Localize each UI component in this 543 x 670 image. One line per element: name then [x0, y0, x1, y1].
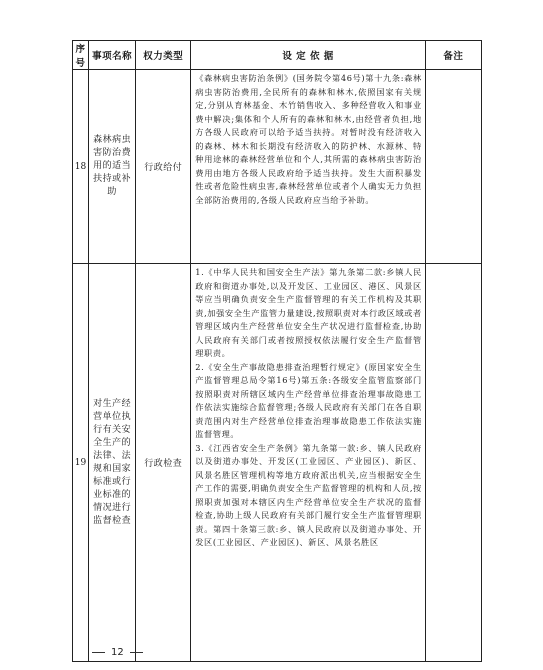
dash-left — [92, 652, 105, 653]
basis-paragraph: 《森林病虫害防治条例》(国务院令第46号)第十九条:森林病虫害防治费用,全民所有的森林和林木,依照国家有关规定,分别从育林基金、木竹销售收入、多种经营收入和事业费中解决;集体和个人所有的森林和林木,由经营者负担,地方各级人民政府可以给予适当扶持。对暂时没有经济收入的森林、林木和长期没有经济收入的防护林、水源林、特种用途林的森林经营单位和个人,其所需的森林病虫害防治费用由地方各级人民政府给予适当扶持。发生大面积暴发性或者危险性病虫害,森林经营单位或者个人确实无力负担全部防治费用的,各级人民政府应当给予补助。 — [195, 73, 422, 205]
table-row — [73, 264, 482, 662]
row-power-type: 行政给付 — [136, 70, 191, 264]
row-basis — [191, 264, 426, 662]
row-item-name: 对生产经营单位执行有关安全生产的法律、法规和国家标准或行业标准的情况进行监督检查 — [89, 264, 136, 662]
basis-paragraph: 1.《中华人民共和国安全生产法》第九条第二款:乡镇人民政府和街道办事处,以及开发区、工业园区、港区、风景区等应当明确负责安全生产监督管理的有关工作机构及其职责,加强安全生产监管力量建设,按照职责对本行政区域或者管理区域内生产经营单位安全生产状况进行监督检查,协助人民政府有关部门或者按照授权依法履行安全生产监督管理职责。 — [195, 267, 422, 358]
dash-right — [130, 652, 143, 653]
page-number — [86, 647, 149, 658]
header-note: 备注 — [425, 41, 481, 70]
row-note — [425, 264, 481, 662]
row-note — [425, 70, 481, 264]
basis-paragraph: 3.《江西省安全生产条例》第九条第一款:乡、镇人民政府以及街道办事处、开发区(工业园区、产业园区)、新区、风景名胜区管理机构等地方政府派出机关,应当根据安全生产工作的需要,明确负责安全生产监督管理的机构和人员,按照职责加强对本辖区内生产经营单位安全生产状况的监督检查,协助上级人民政府有关部门履行安全生产监督管理职责。第四十条第三款:乡、镇人民政府以及街道办事处、开发区(工业园区、产业园区)、新区、风景名胜区 — [195, 442, 422, 547]
row-no: 18 — [73, 70, 89, 264]
basis-paragraph: 2.《安全生产事故隐患排查治理暂行规定》(原国家安全生产监督管理总局令第16号)第五条:各级安全监管监察部门按照职责对所辖区域内生产经营单位排查治理事故隐患工作依法实施综合监督管理;各级人民政府有关部门在各自职责范围内对生产经营单位排查治理事故隐患工作依法实施监督管理。 — [195, 361, 422, 439]
table-header-row — [73, 41, 482, 70]
power-list-table — [72, 40, 482, 662]
header-type: 权力类型 — [136, 41, 191, 70]
header-name: 事项名称 — [89, 41, 136, 70]
row-no: 19 — [73, 264, 89, 662]
row-item-name: 森林病虫害防治费用的适当扶持或补助 — [89, 70, 136, 264]
header-no: 序号 — [73, 41, 89, 70]
row-power-type: 行政检查 — [136, 264, 191, 662]
table-row — [73, 70, 482, 264]
row-basis — [191, 70, 426, 264]
header-basis: 设 定 依 据 — [191, 41, 426, 70]
page-number-text: 12 — [111, 647, 124, 658]
